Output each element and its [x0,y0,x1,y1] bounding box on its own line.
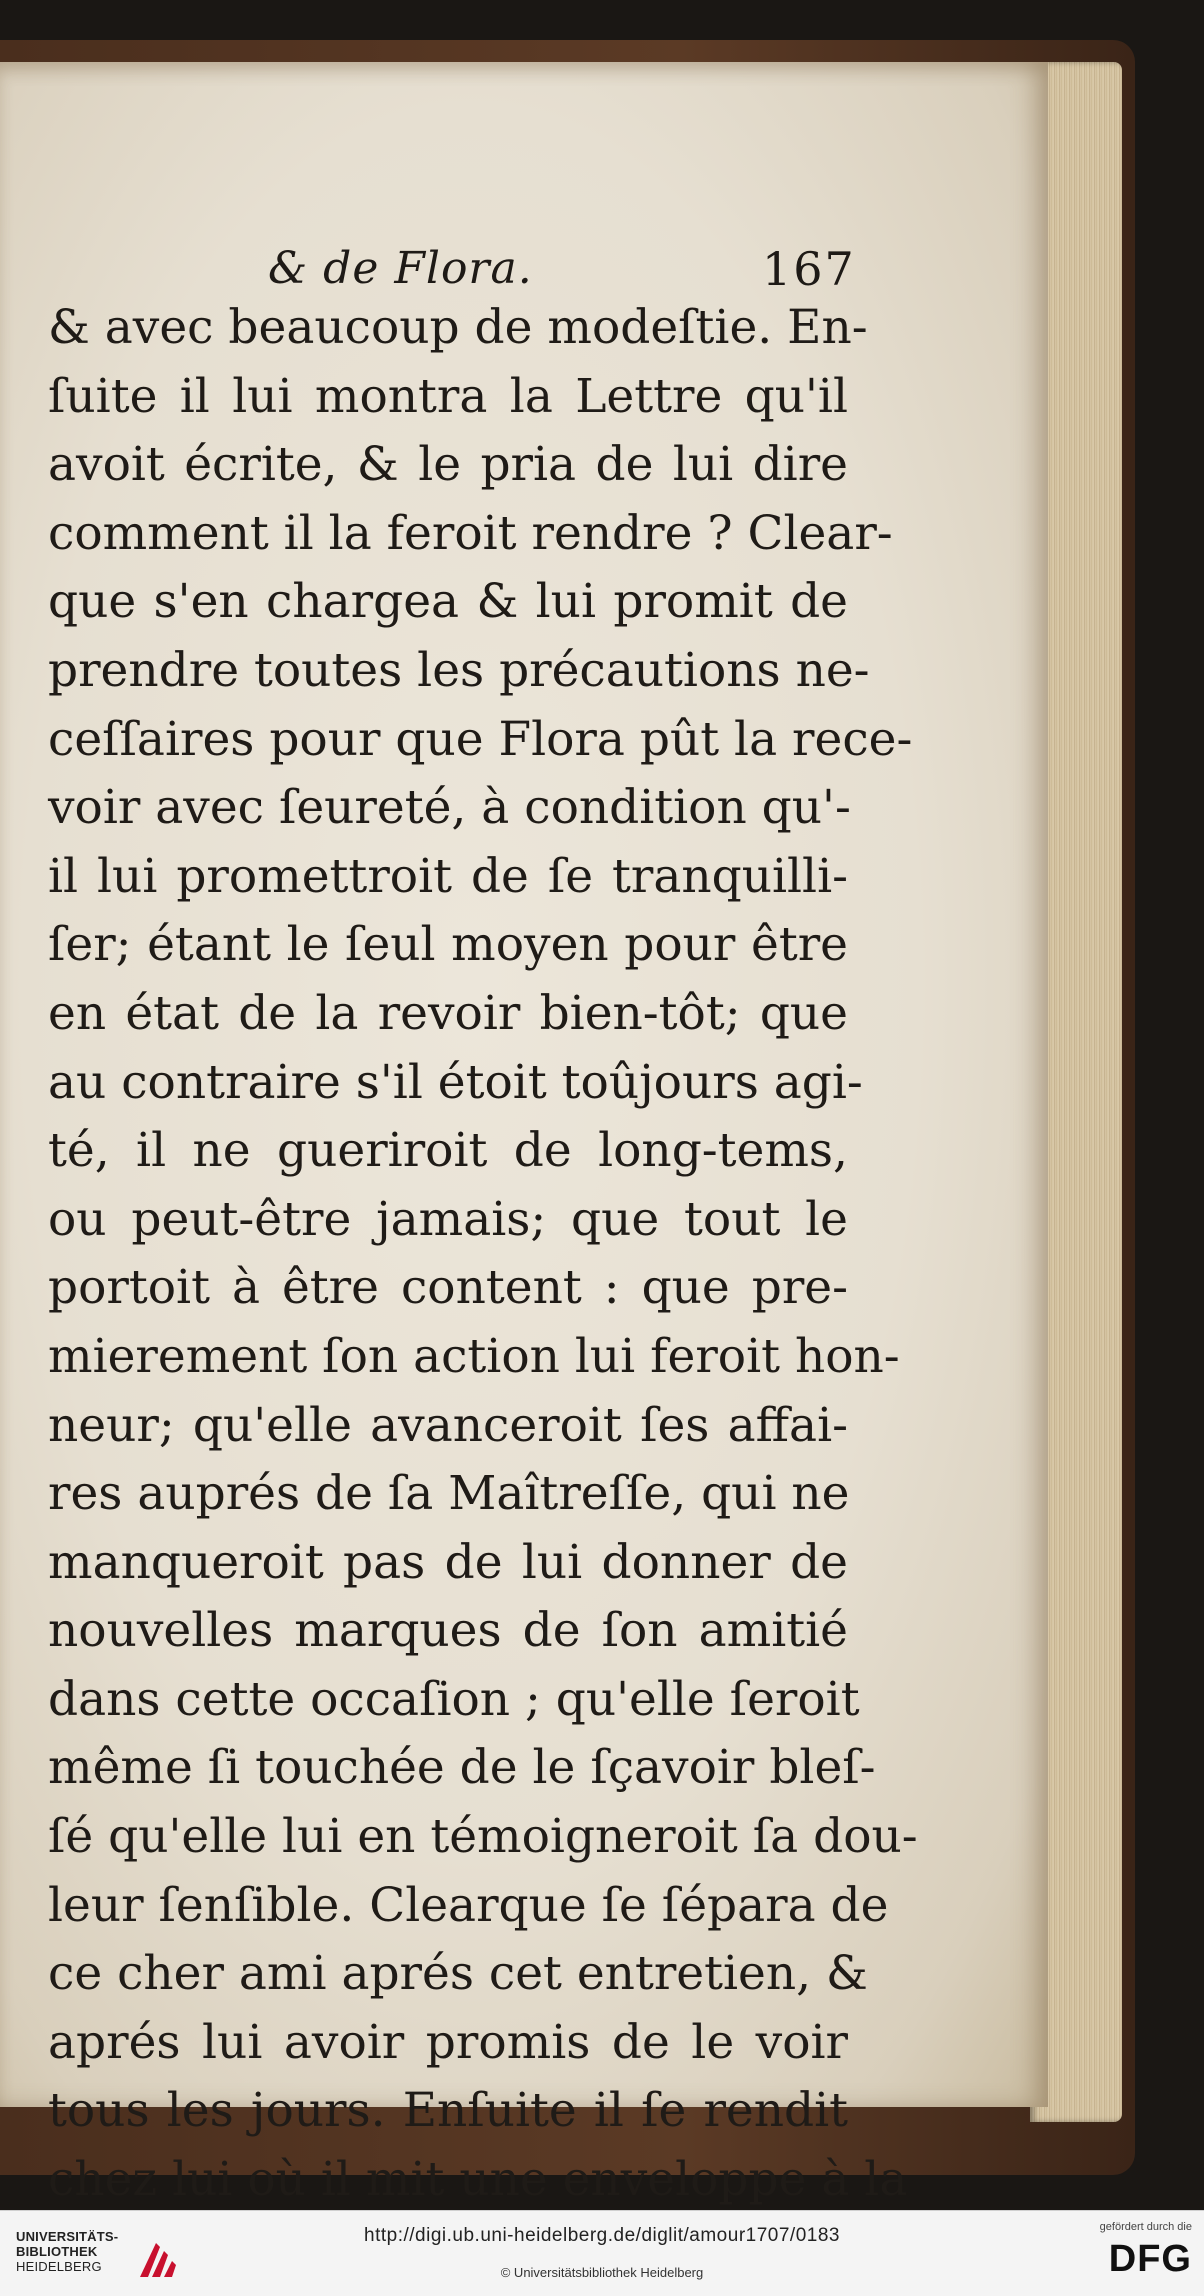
text-line: ou peut-être jamais; que tout le [48,1191,848,1247]
text-line: avoit écrite, & le pria de lui dire [48,437,848,493]
text-line: ceſſaires pour que Flora pût la rece- [48,711,913,767]
library-name-line-2: BIBLIOTHEK [16,2244,98,2259]
text-line: voir avec ſeureté, à condition qu'- [48,780,851,836]
text-line: tous les jours. Enſuite il ſe rendit [48,2083,848,2139]
text-line: mierement ſon action lui feroit hon- [48,1328,900,1384]
text-line: que s'en chargea & lui promit de [48,574,848,630]
funded-by-label: gefördert durch die [1099,2221,1192,2233]
footer-bar [0,2210,1204,2296]
text-line: & avec beaucoup de modeſtie. En- [48,300,868,355]
library-emblem-icon [134,2237,180,2283]
text-line: té, il ne gueriroit de long-tems, [48,1123,848,1179]
text-line: aprés lui avoir promis de le voir [48,2014,848,2070]
text-line: res auprés de ſa Maîtreſſe, qui ne [48,1466,850,1522]
text-line: ſuite il lui montra la Lettre qu'il [48,368,848,424]
text-line: chez lui où il mit une enveloppe à la [48,2152,908,2208]
text-line: manqueroit pas de lui donner de [48,1534,848,1590]
text-line: dans cette occaſion ; qu'elle ſeroit [48,1671,860,1727]
text-line: prendre toutes les précautions ne- [48,642,870,698]
library-name-line-1: UNIVERSITÄTS- [16,2229,119,2244]
text-line: ce cher ami aprés cet entretien, & [48,1946,868,2002]
permalink-url[interactable]: http://digi.ub.uni-heidelberg.de/diglit/amour1707/0183 [364,2225,840,2246]
page-number: 167 [762,242,856,296]
text-line: au contraire s'il étoit toûjours agi- [48,1054,863,1110]
book-page [0,62,1048,2208]
text-line: neur; qu'elle avanceroit ſes affai- [48,1397,848,1453]
text-line: ſé qu'elle lui en témoigneroit ſa dou- [48,1809,918,1865]
text-line: ſer; étant le ſeul moyen pour être [48,917,848,973]
running-head-title: & de Flora. [268,243,533,294]
running-head [0,172,1048,296]
university-library-logo[interactable] [16,2229,176,2284]
body-text [48,294,918,2210]
text-line: comment il la feroit rendre ? Clear- [48,505,893,561]
text-line: il lui promettroit de ſe tranquilli- [48,848,848,904]
copyright-notice: © Universitätsbibliothek Heidelberg [500,2265,704,2280]
text-line: même ſi touchée de le ſçavoir bleſ- [48,1740,876,1796]
text-line: en état de la revoir bien-tôt; que [48,985,848,1041]
library-name-line-3: HEIDELBERG [16,2259,102,2274]
text-line: nouvelles marques de ſon amitié [48,1603,848,1659]
dfg-logo[interactable]: DFG [1108,2238,1192,2280]
text-line: leur ſenſible. Clearque ſe ſépara de [48,1877,889,1933]
text-line: portoit à être content : que pre- [48,1260,848,1316]
